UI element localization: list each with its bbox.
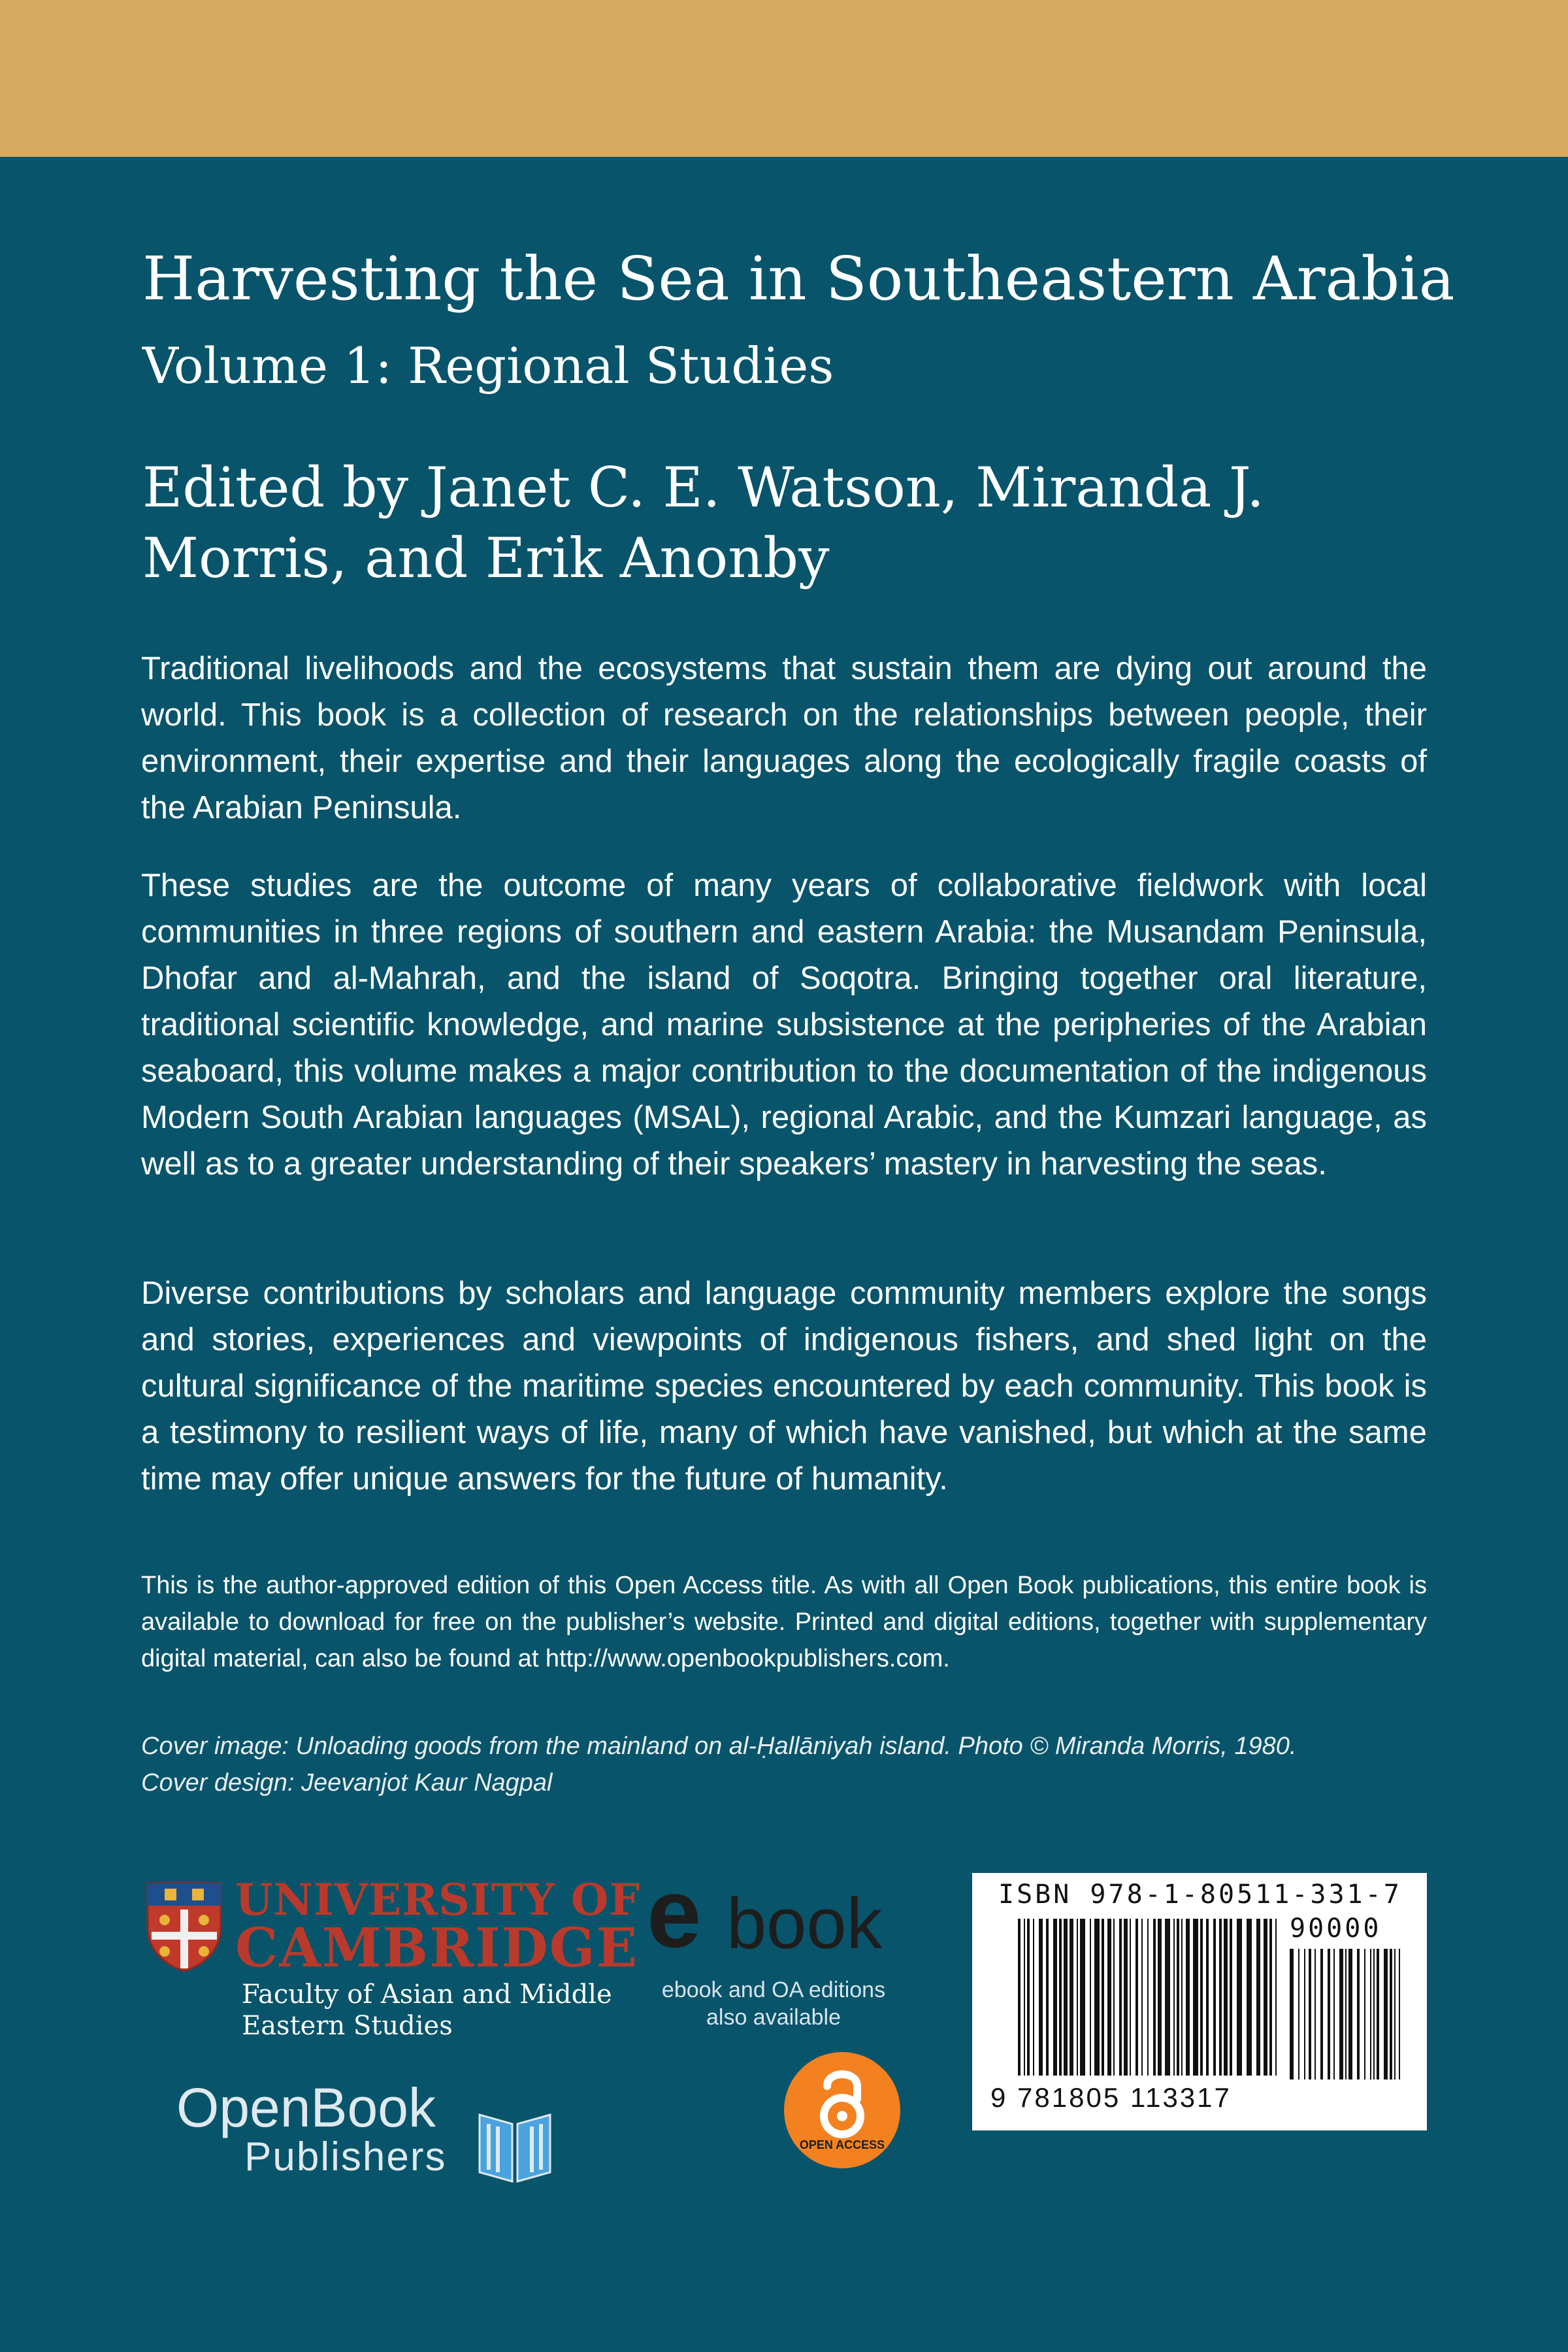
barcode-bar <box>1027 1919 1030 2076</box>
cover-design-credit: Cover design: Jeevanjot Kaur Nagpal <box>141 1769 553 1797</box>
barcode-bar <box>1090 1919 1091 2076</box>
barcode-addon-bar <box>1309 1949 1311 2079</box>
barcode-bar <box>1102 1919 1104 2076</box>
cambridge-faculty-line2: Eastern Studies <box>242 2011 453 2041</box>
barcode-addon-bar <box>1339 1949 1343 2079</box>
barcode-bar <box>1024 1919 1025 2076</box>
cambridge-name-line2: CAMBRIDGE <box>235 1917 639 1979</box>
blurb-paragraph-2: These studies are the outcome of many years of collaborative fieldwork with local communities in three regions of southern and eastern Arabia: the Musandam Peninsula, Dhofar and al-Mahrah, and the island of Soqotra. Bringing together oral literature, traditional scientific knowledge, and marine subsistence at the peripheries of the Arabian seaboard, this volume makes a major contribution to the documentation of the indigenous Modern South Arabian languages (MSAL), regional Arabic, and the Kumzari language, as well as to a greater understanding of their speakers’ mastery in harvesting the seas. <box>141 868 1427 1182</box>
open-access-notice: This is the author-approved edition of this Open Access title. As with all Open Book publications, this entire book is available to download for free on the publisher’s website. Printed and digital editions, together with supplementary digital material, can also be found at http://www.openbookpublishers.com. <box>141 1572 1427 1672</box>
book-title: Harvesting the Sea in Southeastern Arabia <box>142 244 1455 314</box>
barcode-addon-bar <box>1364 1949 1365 2079</box>
barcode-addon-bar <box>1357 1949 1360 2079</box>
barcode-bar <box>1070 1919 1073 2076</box>
barcode-bar <box>1264 1919 1267 2076</box>
barcode-bar <box>1181 1919 1183 2076</box>
barcode-addon-bar <box>1399 1949 1400 2079</box>
barcode-addon-bar <box>1390 1949 1392 2079</box>
isbn-label: ISBN 978-1-80511-331-7 <box>998 1880 1402 1910</box>
open-access-badge-icon <box>784 2052 900 2168</box>
ebook-book-word: book <box>727 1883 883 1964</box>
cambridge-faculty-line1: Faculty of Asian and Middle <box>242 1979 612 2010</box>
oa-badge-label: OPEN ACCESS <box>799 2138 885 2151</box>
barcode-bar <box>1077 1919 1078 2076</box>
barcode-bar <box>1153 1919 1156 2076</box>
isbn-barcode <box>972 1873 1427 2130</box>
barcode-bar <box>1200 1919 1203 2076</box>
barcode-bar <box>1186 1919 1190 2076</box>
barcode-addon-bar <box>1333 1949 1335 2079</box>
barcode-bar <box>1059 1919 1062 2076</box>
ebook-availability-note <box>643 1976 904 2031</box>
barcode-bar <box>1213 1919 1216 2076</box>
barcode-addon-bar <box>1394 1949 1396 2079</box>
barcode-addon-number: 90000 <box>1290 1913 1382 1944</box>
barcode-bar <box>1147 1919 1149 2076</box>
barcode-addon-bar <box>1384 1949 1388 2079</box>
barcode-addon-bar <box>1328 1949 1330 2079</box>
barcode-bar <box>1113 1919 1115 2076</box>
barcode-bar <box>1064 1919 1068 2076</box>
barcode-addon-bar <box>1377 1949 1379 2079</box>
barcode-bar <box>1165 1919 1170 2076</box>
top-color-band <box>0 0 1568 157</box>
barcode-addon-bar <box>1370 1949 1371 2079</box>
barcode-bar <box>1237 1919 1242 2076</box>
barcode-bar <box>1135 1919 1138 2076</box>
book-subtitle: Volume 1: Regional Studies <box>142 337 834 395</box>
ebook-note-line1: ebook and OA editions <box>661 1978 886 2002</box>
barcode-bar <box>1247 1919 1252 2076</box>
barcode-bar <box>1124 1919 1128 2076</box>
barcode-bar <box>1173 1919 1175 2076</box>
barcode-bar <box>1219 1919 1222 2076</box>
barcode-bar <box>1046 1919 1049 2076</box>
barcode-bar <box>1193 1919 1198 2076</box>
barcode-bar <box>1230 1919 1232 2076</box>
cambridge-faculty <box>242 1979 612 2042</box>
cambridge-logo <box>145 1874 641 2044</box>
openbook-wordmark: OpenBook <box>176 2077 436 2138</box>
open-access-lock-icon <box>784 2052 900 2168</box>
ebook-e-letter: e <box>647 1858 702 1968</box>
barcode-bar <box>1269 1919 1272 2076</box>
barcode-bar <box>1224 1919 1228 2076</box>
barcode-addon-bar <box>1320 1949 1323 2079</box>
ebook-note-line2: also available <box>706 2005 841 2030</box>
barcode-bar <box>1256 1919 1260 2076</box>
barcode-bar <box>1177 1919 1179 2076</box>
barcode-addon-bar <box>1348 1949 1352 2079</box>
barcode-digits: 9 781805 113317 <box>990 2082 1232 2113</box>
blurb-paragraph-1: Traditional livelihoods and the ecosystems that sustain them are dying out around the world. This book is a collection of research on the relationships between people, their environment, their expertise and their languages along the ecologically fragile coasts of the Arabian Peninsula. <box>141 651 1427 825</box>
cambridge-name-line1: UNIVERSITY OF <box>235 1874 641 1925</box>
barcode-bar <box>1206 1919 1209 2076</box>
publishers-wordmark: Publishers <box>244 2134 447 2179</box>
barcode-bar <box>1018 1919 1021 2076</box>
barcode-addon-bar <box>1315 1949 1316 2079</box>
barcode-addon-bar <box>1345 1949 1347 2079</box>
barcode-bar <box>1275 1919 1277 2076</box>
barcode-bar <box>1033 1919 1034 2076</box>
barcode-bar <box>1080 1919 1085 2076</box>
barcode-addon-bar <box>1304 1949 1305 2079</box>
openbook-publishers-logo <box>176 2078 562 2196</box>
barcode-bar <box>1094 1919 1100 2076</box>
barcode-addon-bar <box>1373 1949 1375 2079</box>
barcode-bar <box>1141 1919 1143 2076</box>
barcode-bar <box>1053 1919 1057 2076</box>
blurb-paragraph-3: Diverse contributions by scholars and language community members explore the songs and stories, experiences and viewpoints of indigenous fishers, and shed light on the cultural significance of the maritime species encountered by each community. This book is a testimony to resilient ways of life, many of which have vanished, but which at the same time may offer unique answers for the future of humanity. <box>141 1276 1427 1497</box>
barcode-addon-bar <box>1298 1949 1299 2079</box>
barcode-bar <box>1039 1919 1043 2076</box>
barcode-bar <box>1107 1919 1111 2076</box>
barcode-bar <box>1130 1919 1131 2076</box>
book-editors: Edited by Janet C. E. Watson, Miranda J. Morris, and Erik Anonby <box>142 455 1264 590</box>
cover-image-credit: Cover image: Unloading goods from the mainland on al-Ḥallāniyah island. Photo © Miranda Morris, 1980. <box>141 1732 1297 1760</box>
barcode-bar <box>1158 1919 1162 2076</box>
barcode-bar <box>1119 1919 1122 2076</box>
open-book-icon <box>476 2102 554 2187</box>
barcode-addon-bar <box>1290 1949 1294 2079</box>
cambridge-crest-icon <box>145 1881 223 1972</box>
